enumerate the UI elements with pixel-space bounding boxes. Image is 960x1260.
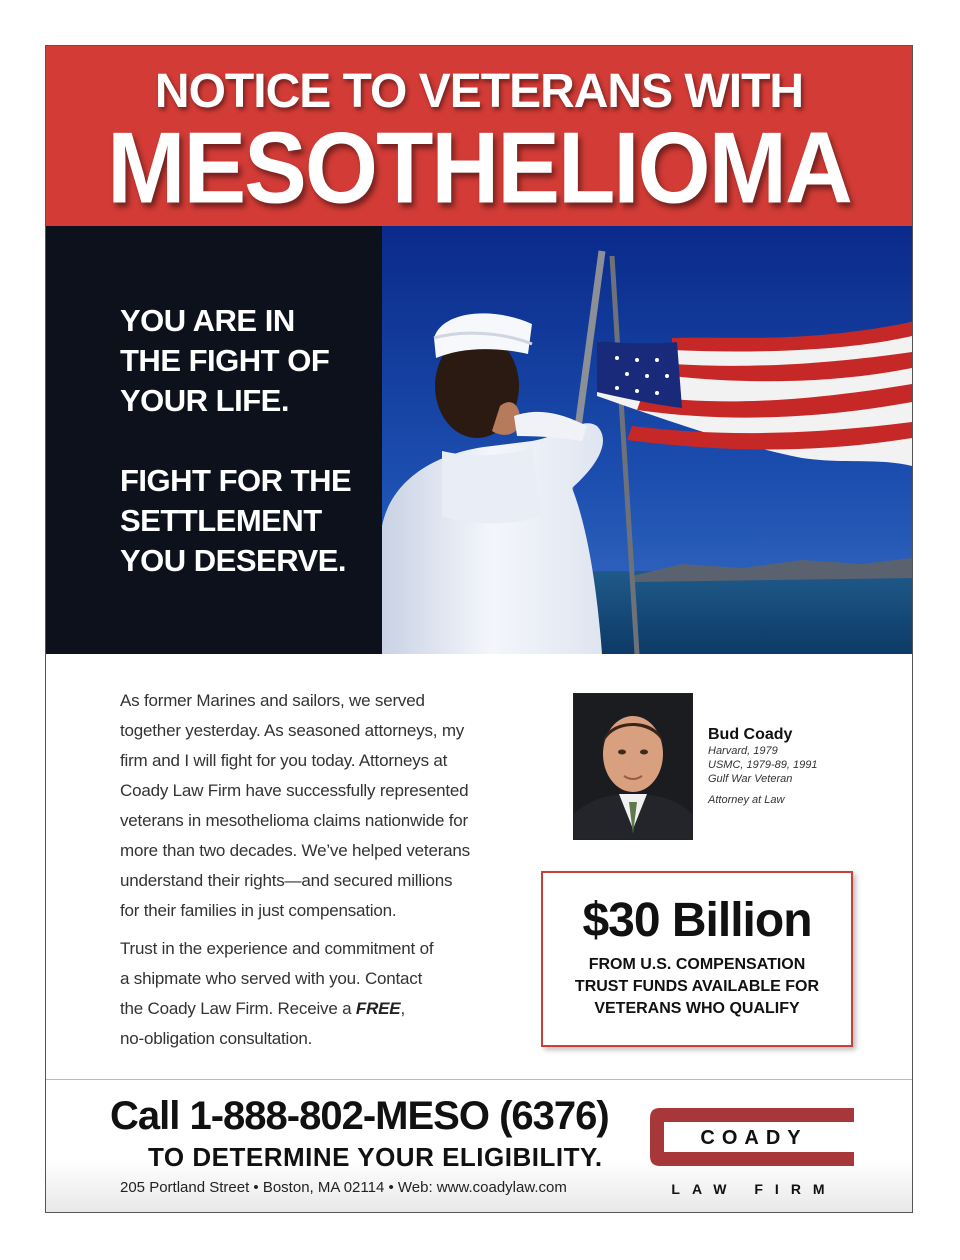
text-line: understand their rights—and secured millions — [120, 871, 453, 890]
headline-line2: MESOTHELIOMA — [107, 110, 851, 225]
hero-line: YOU ARE IN — [120, 303, 295, 338]
coady-law-firm-logo — [646, 1104, 858, 1208]
headline-line1: NOTICE TO VETERANS WITH — [154, 65, 804, 118]
attorney-title: Attorney at Law — [708, 794, 785, 806]
hero-line: SETTLEMENT — [120, 503, 322, 538]
text-fragment: , — [400, 999, 405, 1018]
bio-line: Harvard, 1979 — [708, 745, 778, 757]
text-line: for their families in just compensation. — [120, 901, 397, 920]
attorney-headshot-photo — [573, 693, 693, 840]
hero-section — [46, 226, 912, 654]
text-line: more than two decades. We’ve helped veterans — [120, 841, 470, 860]
ad-frame — [45, 45, 913, 1213]
compensation-callout — [541, 871, 853, 1047]
compensation-amount: $30 Billion — [582, 894, 812, 947]
saluting-sailor-photo — [382, 226, 912, 654]
eligibility-text: TO DETERMINE YOUR ELIGIBILITY. — [148, 1142, 603, 1172]
hero-line: YOUR LIFE. — [120, 383, 289, 418]
callout-line: TRUST FUNDS AVAILABLE FOR — [574, 978, 820, 995]
text-line: veterans in mesothelioma claims nationwide for — [120, 811, 468, 830]
logo-name: COADY — [700, 1127, 808, 1149]
hero-line: THE FIGHT OF — [120, 343, 330, 378]
hero-text-block-1 — [120, 301, 329, 421]
text-line: Trust in the experience and commitment of — [120, 939, 434, 958]
text-line: Coady Law Firm have successfully represented — [120, 781, 469, 800]
text-line: As former Marines and sailors, we served — [120, 691, 425, 710]
hero-line: FIGHT FOR THE — [120, 463, 352, 498]
text-line — [120, 994, 500, 1024]
hero-text-block-2 — [120, 461, 351, 581]
compensation-description — [543, 954, 851, 1020]
callout-line: FROM U.S. COMPENSATION — [588, 956, 806, 973]
contact-paragraph — [120, 934, 500, 1054]
text-line: a shipmate who served with you. Contact — [120, 969, 423, 988]
hero-text-panel — [46, 226, 382, 654]
address-line: 205 Portland Street • Boston, MA 02114 • Web: www.coadylaw.com — [120, 1179, 567, 1196]
phone-call-to-action[interactable]: Call 1-888-802-MESO (6376) — [110, 1094, 609, 1138]
logo-subtitle: LAW FIRM — [671, 1181, 837, 1197]
callout-line: VETERANS WHO QUALIFY — [594, 1000, 800, 1017]
text-line: no-obligation consultation. — [120, 1029, 313, 1048]
text-line: together yesterday. As seasoned attorneys, my — [120, 721, 465, 740]
hero-line: YOU DESERVE. — [120, 543, 347, 578]
bio-line: USMC, 1979-89, 1991 — [708, 759, 818, 771]
text-fragment: the Coady Law Firm. Receive a — [120, 999, 356, 1018]
text-line: firm and I will fight for you today. Attorneys at — [120, 751, 448, 770]
intro-paragraph — [120, 686, 500, 926]
free-emphasis: FREE — [355, 999, 401, 1018]
contact-footer — [46, 1079, 912, 1213]
attorney-name: Bud Coady — [708, 726, 793, 743]
bio-line: Gulf War Veteran — [708, 773, 793, 785]
attorney-bio — [708, 726, 817, 806]
headline-banner — [46, 46, 912, 226]
